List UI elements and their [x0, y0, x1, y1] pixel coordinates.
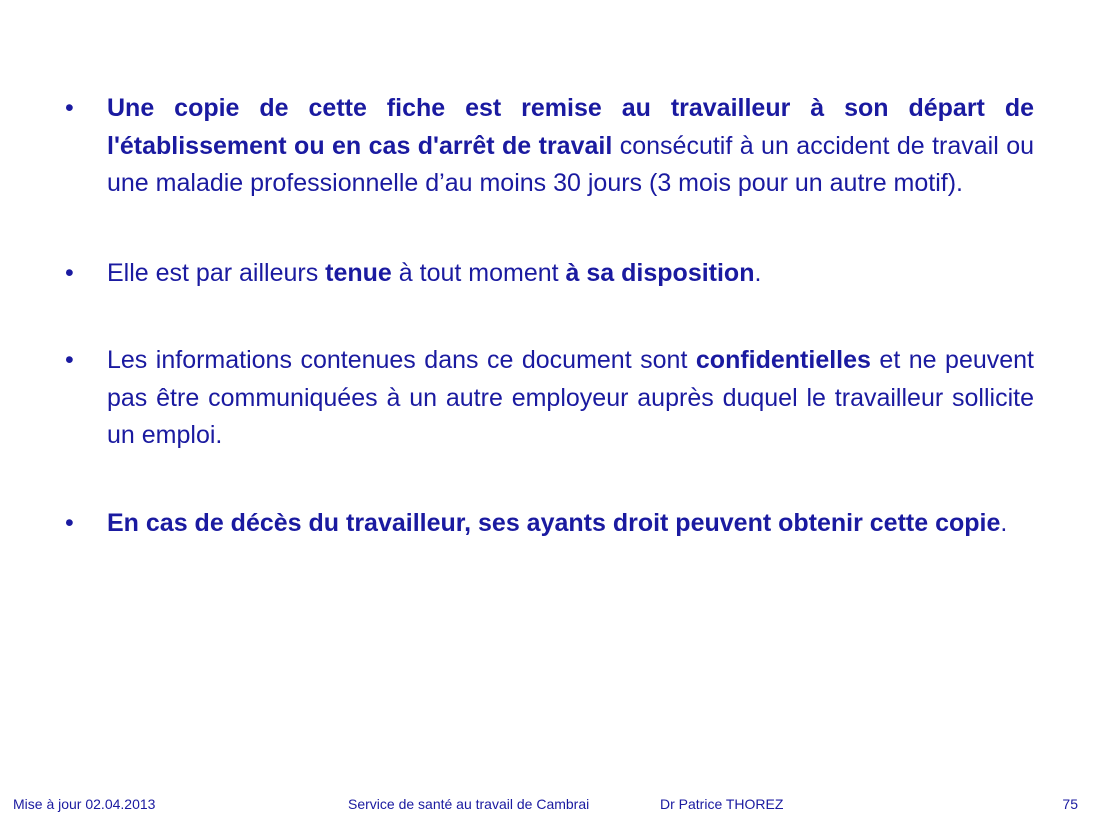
bullet-2-segment-4: à sa disposition — [565, 258, 755, 287]
footer-update-date — [13, 793, 155, 815]
footer-update-value: 02.04.2013 — [85, 796, 156, 812]
page-number: 75 — [1062, 796, 1078, 812]
bullet-4-segment-1: En cas de décès du travailleur, ses ayants droit peuvent obtenir cette copie — [107, 508, 1001, 537]
footer-organization: Service de santé au travail de Cambrai — [348, 796, 590, 812]
bullet-1-segment-1: Une copie de cette fiche est remise au travailleur à son départ de l'établissement ou en cas d'arrêt de travail — [107, 94, 1034, 160]
bullet-list — [62, 90, 1034, 582]
bullet-4-segment-2: . — [1000, 508, 1008, 537]
bullet-text-4 — [107, 509, 1007, 537]
bullet-dot-icon: • — [65, 346, 74, 374]
bullet-3-segment-3: et ne peuvent pas être communiquées à un autre employeur auprès duquel le travailleur sollicite un emploi. — [107, 346, 1035, 449]
bullet-text-1 — [107, 94, 1034, 197]
bullet-item-4 — [62, 505, 1034, 543]
footer-update-label: Mise à jour — [13, 796, 82, 812]
bullet-2-segment-5: . — [754, 258, 762, 287]
bullet-text-2 — [107, 259, 761, 287]
bullet-2-segment-1: Elle est par ailleurs — [107, 258, 326, 287]
bullet-item-2 — [62, 255, 1034, 293]
bullet-3-segment-1: Les informations contenues dans ce document sont — [107, 346, 696, 374]
bullet-2-segment-2: tenue — [325, 258, 392, 287]
bullet-dot-icon: • — [65, 508, 74, 537]
bullet-item-1 — [62, 90, 1034, 203]
bullet-1-segment-2: consécutif à un accident de travail ou une maladie professionnelle d’au moins 30 jours (3 mois pour un autre motif). — [107, 131, 1035, 197]
footer-author: Dr Patrice THOREZ — [660, 796, 784, 812]
bullet-text-3 — [107, 346, 1034, 449]
bullet-2-segment-3: à tout moment — [391, 258, 566, 287]
bullet-3-segment-2: confidentielles — [695, 346, 871, 374]
bullet-dot-icon: • — [65, 258, 74, 287]
bullet-item-3 — [62, 342, 1034, 455]
bullet-dot-icon: • — [65, 94, 74, 122]
